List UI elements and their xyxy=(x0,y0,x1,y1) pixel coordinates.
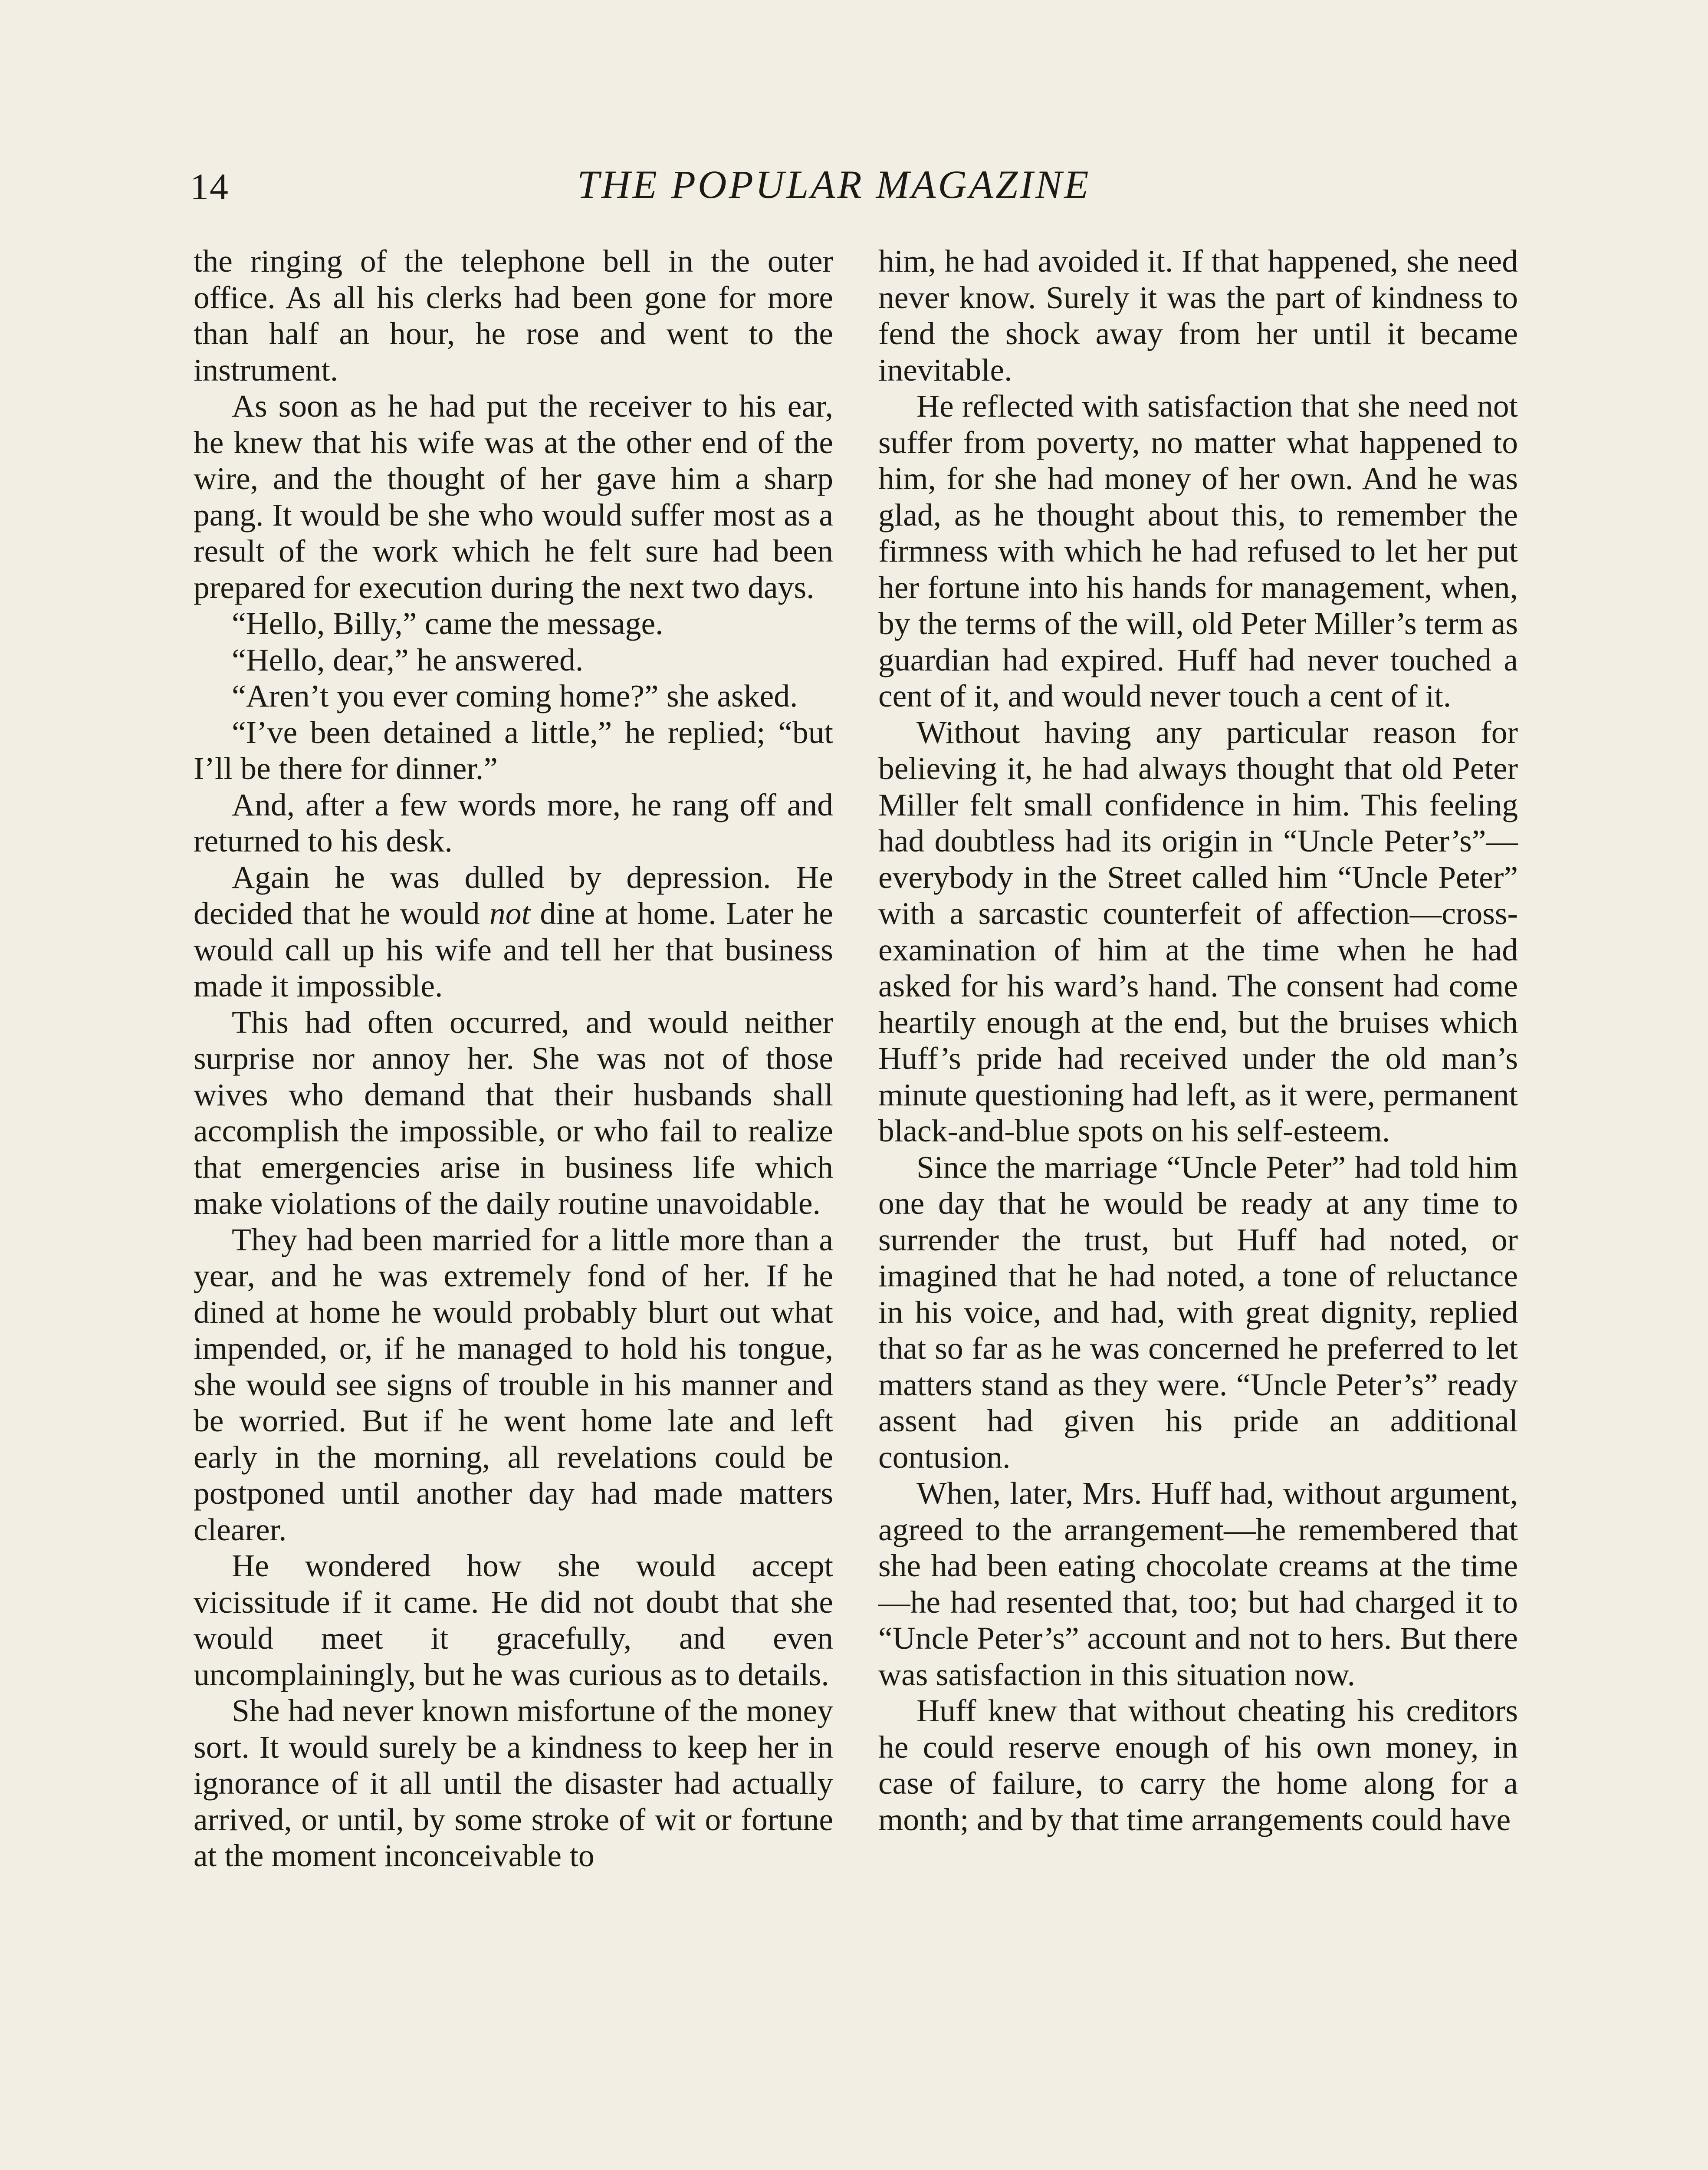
paragraph: Since the marriage “Uncle Peter” had told him one day that he would be ready at any time to surrender the trust, but Huff had noted, or imagined that he had noted, a tone of reluctance in his voice, and had, with great dignity, replied that so far as he was concerned he preferred to let matters stand as they were. “Uncle Peter’s” ready assent had given his pride an additional contusion. xyxy=(878,1149,1518,1475)
paragraph: him, he had avoided it. If that happened, she need never know. Surely it was the part of kindness to fend the shock away from her until it became inevitable. xyxy=(878,243,1518,388)
running-title: THE POPULAR MAGAZINE xyxy=(577,162,1091,207)
paragraph: And, after a few words more, he rang off and returned to his desk. xyxy=(194,786,833,858)
paragraph: He reflected with satisfaction that she need not suffer from poverty, no matter what happened to him, for she had money of her own. And he was glad, as he thought about this, to remember the firmness with which he had refused to let her put her fortune into his hands for management, when, by the terms of the will, old Peter Miller’s term as guardian had expired. Huff had never touched a cent of it, and would never touch a cent of it. xyxy=(878,388,1518,713)
left-column xyxy=(194,243,833,1874)
paragraph: Huff knew that without cheating his creditors he could reserve enough of his own money, in case of failure, to carry the home along for a month; and by that time arrangements could have xyxy=(878,1693,1518,1837)
emphasis: not xyxy=(489,895,530,931)
paragraph: When, later, Mrs. Huff had, without argument, agreed to the arrangement—he remembered that she had been eating chocolate creams at the time—he had resented that, too; but had charged it to “Uncle Peter’s” account and not to hers. But there was satisfaction in this situation now. xyxy=(878,1475,1518,1692)
paragraph: He wondered how she would accept vicissitude if it came. He did not doubt that she would meet it gracefully, and even uncomplainingly, but he was curious as to details. xyxy=(194,1548,833,1692)
paragraph: “I’ve been detained a little,” he replied; “but I’ll be there for dinner.” xyxy=(194,714,833,786)
paragraph: the ringing of the telephone bell in the outer office. As all his clerks had been gone for more than half an hour, he rose and went to the instrument. xyxy=(194,243,833,388)
paragraph: Without having any particular reason for believing it, he had always thought that old Peter Miller felt small confidence in him. This feeling had doubtless had its origin in “Uncle Peter’s”—everybody in the Street called him “Uncle Peter” with a sarcastic counterfeit of affection—cross-examination of him at the time when he had asked for his ward’s hand. The consent had come heartily enough at the end, but the bruises which Huff’s pride had received under the old man’s minute questioning had left, as it were, permanent black-and-blue spots on his self-esteem. xyxy=(878,714,1518,1148)
paragraph: “Hello, dear,” he answered. xyxy=(232,641,584,677)
right-column xyxy=(878,243,1518,1838)
paragraph: “Hello, Billy,” came the message. xyxy=(232,605,663,641)
page-number: 14 xyxy=(190,166,229,207)
paragraph: This had often occurred, and would neither surprise nor annoy her. She was not of those wives who demand that their husbands shall accomplish the impossible, or who fail to realize that emergencies arise in business life which make violations of the daily routine unavoidable. xyxy=(194,1004,833,1221)
paragraph-with-emphasis: Again he was dulled by depression. He decided that he would not dine at home. Later he would call up his wife and tell her that business made it impossible. xyxy=(194,859,833,1003)
paragraph: They had been married for a little more than a year, and he was extremely fond of her. If he dined at home he would probably blurt out what impended, or, if he managed to hold his tongue, she would see signs of trouble in his manner and be worried. But if he went home late and left early in the morning, all revelations could be postponed until another day had made matters clearer. xyxy=(194,1221,833,1547)
paragraph: As soon as he had put the receiver to his ear, he knew that his wife was at the other end of the wire, and the thought of her gave him a sharp pang. It would be she who would suffer most as a result of the work which he felt sure had been prepared for execution during the next two days. xyxy=(194,388,833,605)
paragraph: “Aren’t you ever coming home?” she asked. xyxy=(232,678,798,713)
paragraph: She had never known misfortune of the money sort. It would surely be a kindness to keep her in ignorance of it all until the disaster had actually arrived, or until, by some stroke of wit or fortune at the moment inconceivable to xyxy=(194,1693,833,1873)
